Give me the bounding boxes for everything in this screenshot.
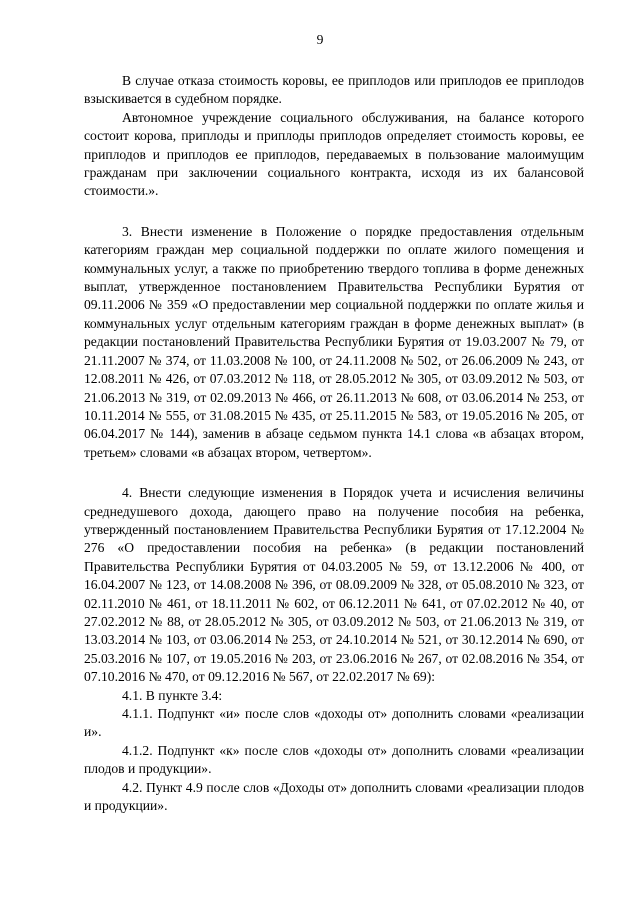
paragraph-item-4-1-1: 4.1.1. Подпункт «и» после слов «доходы от» дополнить словами «реализации и». [84, 706, 584, 740]
paragraph-valuation: Автономное учреждение социального обслуживания, на балансе которого состоит корова, приплоды и приплоды приплодов определяет стоимость коровы, ее приплодов и приплодов ее приплодов, передаваемых в пользование малоимущим гражданам при заключении социального контракта, исходя из их балансовой стоимости.». [84, 109, 584, 199]
page-number: 9 [316, 32, 324, 47]
paragraph-item-4-1: 4.1. В пункте 3.4: [122, 687, 223, 703]
paragraph-item-3: 3. Внести изменение в Положение о порядке предоставления отдельным категориям граждан мер социальной поддержки по оплате жилого помещения и коммунальных услуг, а также по приобретению твердого топлива в форме денежных выплат, утвержденное постановлением Правительства Республики Бурятия от 09.11.2006 № 359 «О предоставлении мер социальной поддержки по оплате жилья и коммунальных услуг отдельным категориям граждан в форме денежных выплат» (в редакции постановлений Правительства Республики Бурятия от 19.03.2007 № 79, от 21.11.2007 № 374, от 11.03.2008 № 100, от 24.11.2008 № 502, от 26.06.2009 № 243, от 12.08.2011 № 426, от 07.03.2012 № 118, от 28.05.2012 № 305, от 03.09.2012 № 503, от 21.06.2013 № 319, от 02.09.2013 № 466, от 26.11.2013 № 608, от 03.06.2014 № 253, от 10.11.2014 № 555, от 31.08.2015 № 435, от 25.11.2015 № 583, от 19.05.2016 № 205, от 06.04.2017 № 144), заменив в абзаце седьмом пункта 14.1 слова «в абзацах втором, третьем» словами «в абзацах втором, четвертом». [84, 223, 584, 460]
paragraph-refusal: В случае отказа стоимость коровы, ее приплодов или приплодов ее приплодов взыскивается в судебном порядке. [84, 73, 584, 107]
paragraph-item-4-2: 4.2. Пункт 4.9 после слов «Доходы от» дополнить словами «реализации плодов и продукции». [84, 779, 584, 814]
document-body [84, 72, 584, 815]
paragraph-item-4-1-2: 4.1.2. Подпункт «к» после слов «доходы от» дополнить словами «реализации плодов и продукции». [84, 742, 584, 777]
paragraph-item-4: 4. Внести следующие изменения в Порядок учета и исчисления величины среднедушевого дохода, дающего право на получение пособия на ребенка, утвержденный постановлением Правительства Республики Бурятия от 17.12.2004 № 276 «О предоставлении пособия на ребенка» (в редакции постановлений Правительства Республики Бурятия от 04.03.2005 № 59, от 13.12.2006 № 400, от 16.04.2007 № 123, от 14.08.2008 № 396, от 08.09.2009 № 328, от 05.08.2010 № 323, от 02.11.2010 № 461, от 18.11.2011 № 602, от 06.12.2011 № 641, от 07.02.2012 № 40, от 27.02.2012 № 88, от 28.05.2012 № 305, от 03.09.2012 № 503, от 21.06.2013 № 319, от 13.03.2014 № 103, от 03.06.2014 № 253, от 24.10.2014 № 521, от 30.12.2014 № 690, от 25.03.2016 № 107, от 19.05.2016 № 203, от 23.06.2016 № 267, от 02.08.2016 № 354, от 07.10.2016 № 470, от 09.12.2016 № 567, от 22.02.2017 № 69): [84, 485, 584, 685]
